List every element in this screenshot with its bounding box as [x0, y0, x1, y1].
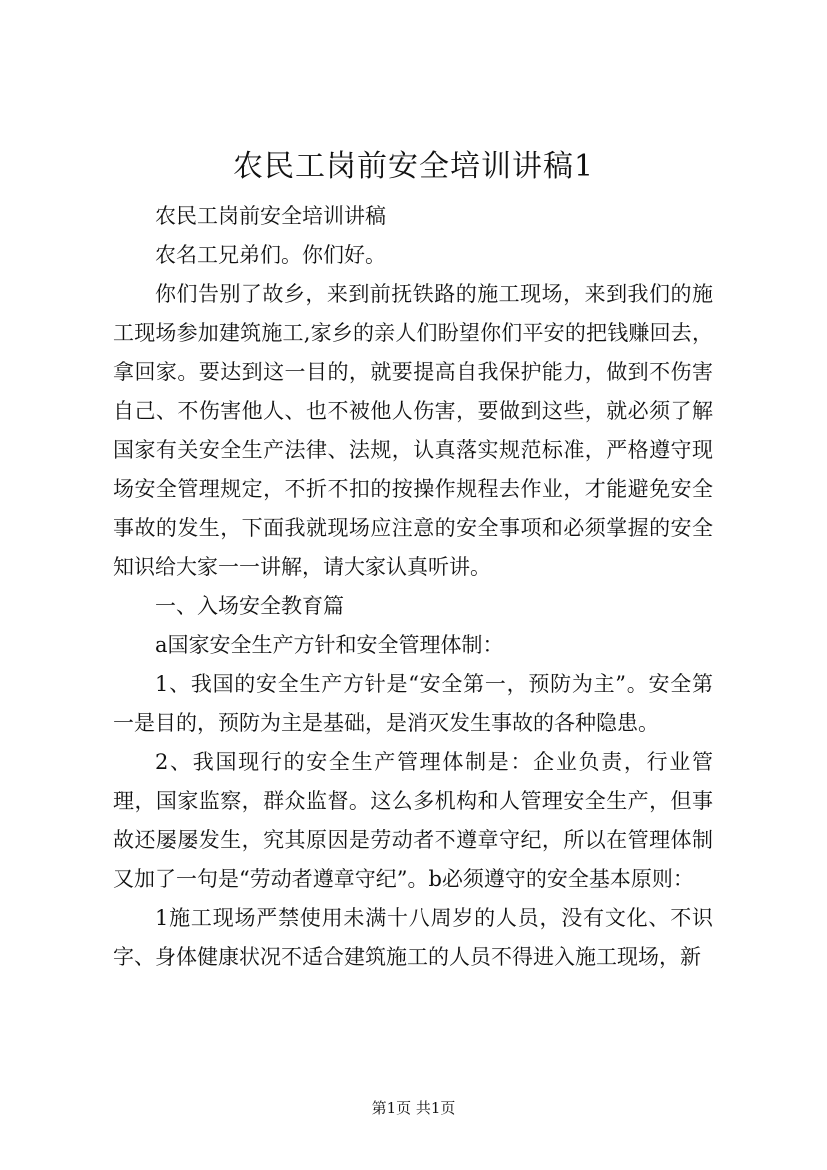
page-footer: 第1页 共1页 [371, 1099, 456, 1117]
policy-paragraph: 1、我国的安全生产方针是“安全第一，预防为主”。安全第一是目的，预防为主是基础，是消灭发生事故的各种隐患。 [113, 672, 713, 735]
management-paragraph: 2、我国现行的安全生产管理体制是：企业负责，行业管理，国家监察，群众监督。这么多机构和人管理安全生产，但事故还屡屡发生，究其原因是劳动者不遵章守纪，所以在管理体制又加了一句是“劳动者遵章守纪”。b必须遵守的安全基本原则： [113, 750, 713, 891]
subsection-heading: a国家安全生产方针和安全管理体制： [155, 633, 504, 657]
intro-paragraph: 你们告别了故乡，来到前抚铁路的施工现场，来到我们的施工现场参加建筑施工,家乡的亲人们盼望你们平安的把钱赚回去，拿回家。要达到这一目的，就要提高自我保护能力，做到不伤害自己、不伤害他人、也不被他人伤害，要做到这些，就必须了解国家有关安全生产法律、法规，认真落实规范标准，严格遵守现场安全管理规定，不折不扣的按操作规程去作业，才能避免安全事故的发生，下面我就现场应注意的安全事项和必须掌握的安全知识给大家一一讲解，请大家认真听讲。 [113, 282, 713, 579]
rule-paragraph: 1施工现场严禁使用未满十八周岁的人员，没有文化、不识字、身体健康状况不适合建筑施工的人员不得进入施工现场，新 [113, 906, 713, 969]
document-body [113, 197, 713, 977]
document-title: 农民工岗前安全培训讲稿1 [232, 149, 595, 184]
greeting-paragraph: 农名工兄弟们。你们好。 [155, 243, 386, 267]
subtitle-paragraph: 农民工岗前安全培训讲稿 [155, 204, 386, 228]
section-heading: 一、入场安全教育篇 [155, 594, 344, 618]
